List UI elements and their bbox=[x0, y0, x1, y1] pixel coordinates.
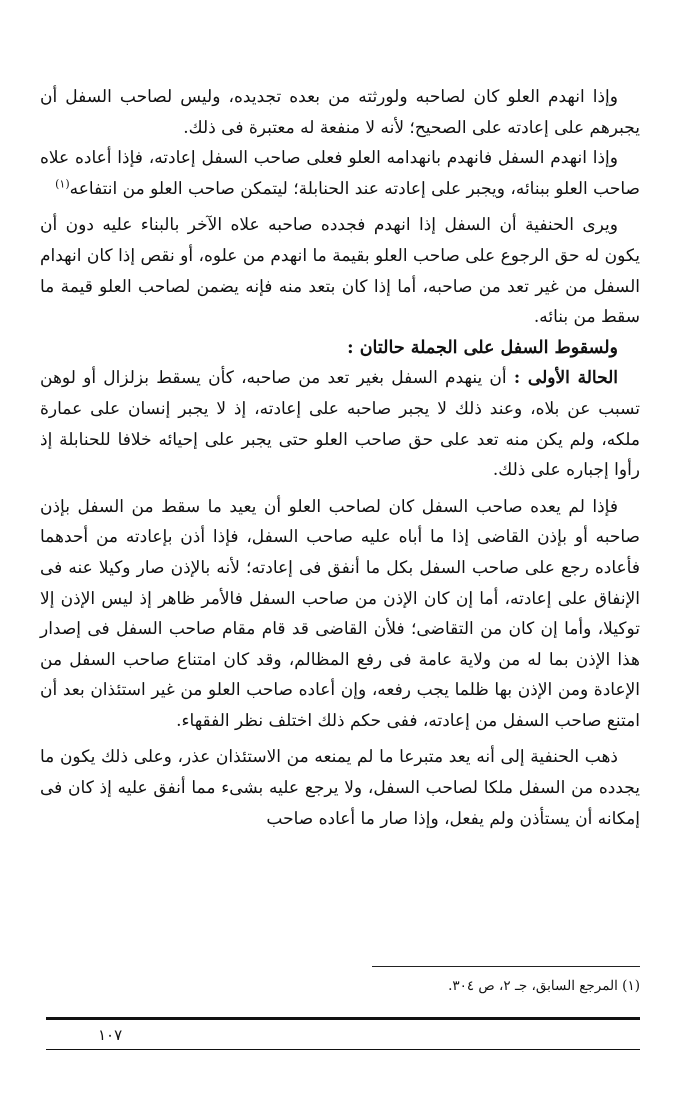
paragraph-hanafi-view: ويرى الحنفية أن السفل إذا انهدم فجدده صاحبه علاه الآخر بالبناء عليه دون أن يكون له حق الرجوع على صاحب العلو بقيمة ما انهدم من علوه، أو نقص إذا كان انهدام السفل من غير تعد من صاحبه، أما إذا كان بتعد منه فإنه يضمن لصاحب العلو قيمة ما سقط من بنائه. bbox=[40, 215, 640, 328]
paragraph-first-case bbox=[40, 363, 640, 485]
footnote-divider bbox=[372, 966, 640, 967]
paragraph-upper-collapse: وإذا انهدم العلو كان لصاحبه ولورثته من بعده تجديده، وليس لصاحب السفل أن يجبرهم على إعادته على الصحيح؛ لأنه لا منفعة له معتبرة فى ذلك. bbox=[40, 87, 640, 138]
footer-rule-thick bbox=[46, 1017, 640, 1020]
paragraph-hanafi-donor: ذهب الحنفية إلى أنه يعد متبرعا ما لم يمنعه من الاستئذان عذر، وعلى ذلك يكون ما يجدده من السفل ملكا لصاحب السفل، ولا يرجع عليه بشىء مما أنفق عليه إذ كان فى إمكانه أن يستأذن ولم يفعل، وإذا صار ما أعاده صاحب bbox=[40, 747, 640, 829]
paragraph-lower-collapse bbox=[40, 143, 640, 204]
footnote: (١) المرجع السابق، جـ ٢، ص ٣٠٤. bbox=[448, 978, 640, 994]
page-number: ١٠٧ bbox=[98, 1026, 123, 1044]
footnote-ref[interactable]: (١) bbox=[55, 177, 70, 191]
section-heading: ولسقوط السفل على الجملة حالتان : bbox=[347, 337, 618, 358]
first-case-text: أن ينهدم السفل بغير تعد من صاحبه، كأن يسقط بزلزال أو لوهن تسبب عن بلاه، وعند ذلك لا يجبر صاحبه على إعادته، إذ لا يجبر إنسان على عمارة ملكه، ولم يكن منه تعد على حق صاحب العلو حتى يجبر على إحيائه خلافا للحنابلة إذ رأوا إجباره على ذلك. bbox=[40, 368, 640, 481]
paragraph-rebuild-permission: فإذا لم يعده صاحب السفل كان لصاحب العلو أن يعيد ما سقط من السفل بإذن صاحبه أو بإذن القاضى إذا ما أباه عليه صاحب السفل، فإذا أذن بإعادته من أحدهما فأعاده رجع على صاحب السفل بكل ما أنفق فى إعادته؛ لأنه بالإذن صار وكيلا عنه فى الإنفاق على إعادته، أما إن كان الإذن من صاحب السفل فالأمر ظاهر إذ ليس الإذن إلا توكيلا، وأما إن كان من التقاضى؛ فلأن القاضى قد قام مقام صاحب السفل فى إصدار هذا الإذن بما له من ولاية عامة فى رفع المظالم، وقد كان امتناع صاحب السفل من الإعادة ومن الإذن بها ظلما يجب رفعه، وإن أعاده صاحب العلو من غير استئذان بعد أن امتنع صاحب السفل من إعادته، ففى حكم ذلك اختلف نظر الفقهاء. bbox=[40, 496, 640, 731]
first-case-label: الحالة الأولى : bbox=[513, 368, 618, 389]
main-text bbox=[40, 82, 640, 834]
paragraph-lower-collapse-text: وإذا انهدم السفل فانهدم بانهدامه العلو فعلى صاحب السفل إعادته، فإذا أعاده علاه صاحب العلو ببنائه، ويجبر على إعادته عند الحنابلة؛ ليتمكن صاحب العلو من انتفاعه bbox=[40, 148, 640, 199]
footer-rule-thin bbox=[46, 1049, 640, 1050]
